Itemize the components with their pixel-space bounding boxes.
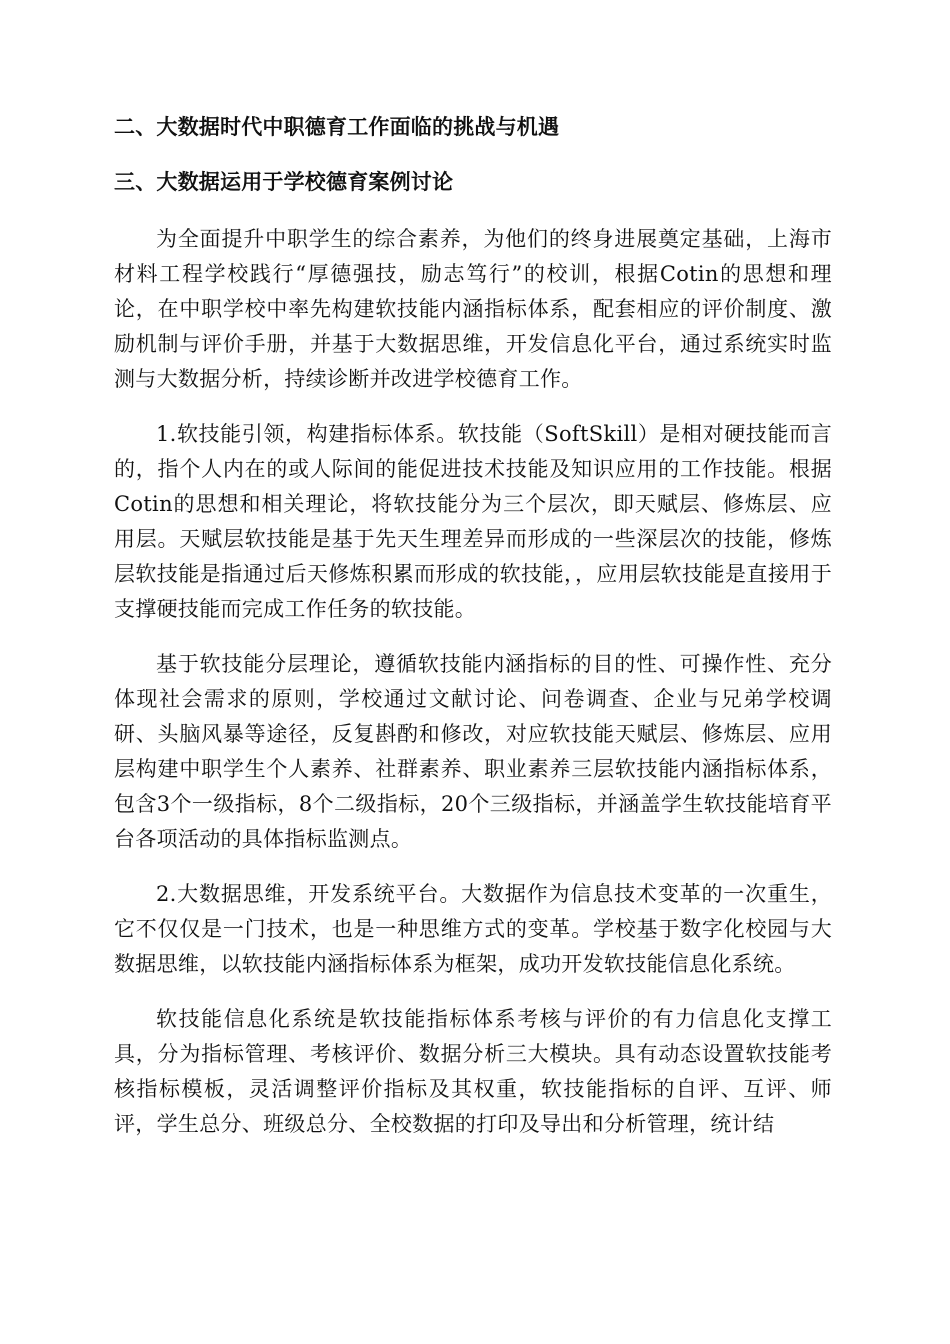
paragraph-big-data-platform: 2.大数据思维，开发系统平台。大数据作为信息技术变革的一次重生，它不仅仅是一门技术，也是一种思维方式的变革。学校基于数字化校园与大数据思维，以软技能内涵指标体系为框架，成功开发软技能信息化系统。 xyxy=(114,882,832,976)
section-heading-3: 三、大数据运用于学校德育案例讨论 xyxy=(114,170,454,194)
paragraph-soft-skill-system: 1.软技能引领，构建指标体系。软技能（SoftSkill）是相对硬技能而言的，指个人内在的或人际间的能促进技术技能及知识应用的工作技能。根据Cotin的思想和相关理论，将软技能分为三个层次，即天赋层、修炼层、应用层。天赋层软技能是基于先天生理差异而形成的一些深层次的技能，修炼层软技能是指通过后天修炼积累而形成的软技能，，应用层软技能是直接用于支撑硬技能而完成工作任务的软技能。 xyxy=(114,422,832,621)
paragraph-intro: 为全面提升中职学生的综合素养，为他们的终身进展奠定基础，上海市材料工程学校践行“厚德强技，励志笃行”的校训，根据Cotin的思想和理论，在中职学校中率先构建软技能内涵指标体系，配套相应的评价制度、激励机制与评价手册，并基于大数据思维，开发信息化平台，通过系统实时监测与大数据分析，持续诊断并改进学校德育工作。 xyxy=(114,227,832,391)
document-body xyxy=(114,112,832,1162)
paragraph-information-system: 软技能信息化系统是软技能指标体系考核与评价的有力信息化支撑工具，分为指标管理、考核评价、数据分析三大模块。具有动态设置软技能考核指标模板，灵活调整评价指标及其权重，软技能指标的自评、互评、师评，学生总分、班级总分、全校数据的打印及导出和分析管理，统计结 xyxy=(114,1007,832,1136)
section-heading-2: 二、大数据时代中职德育工作面临的挑战与机遇 xyxy=(114,115,560,139)
paragraph-layer-theory: 基于软技能分层理论，遵循软技能内涵指标的目的性、可操作性、充分体现社会需求的原则，学校通过文献讨论、问卷调查、企业与兄弟学校调研、头脑风暴等途径，反复斟酌和修改，对应软技能天赋层、修炼层、应用层构建中职学生个人素养、社群素养、职业素养三层软技能内涵指标体系，包含3个一级指标，8个二级指标，20个三级指标，并涵盖学生软技能培育平台各项活动的具体指标监测点。 xyxy=(114,652,832,851)
